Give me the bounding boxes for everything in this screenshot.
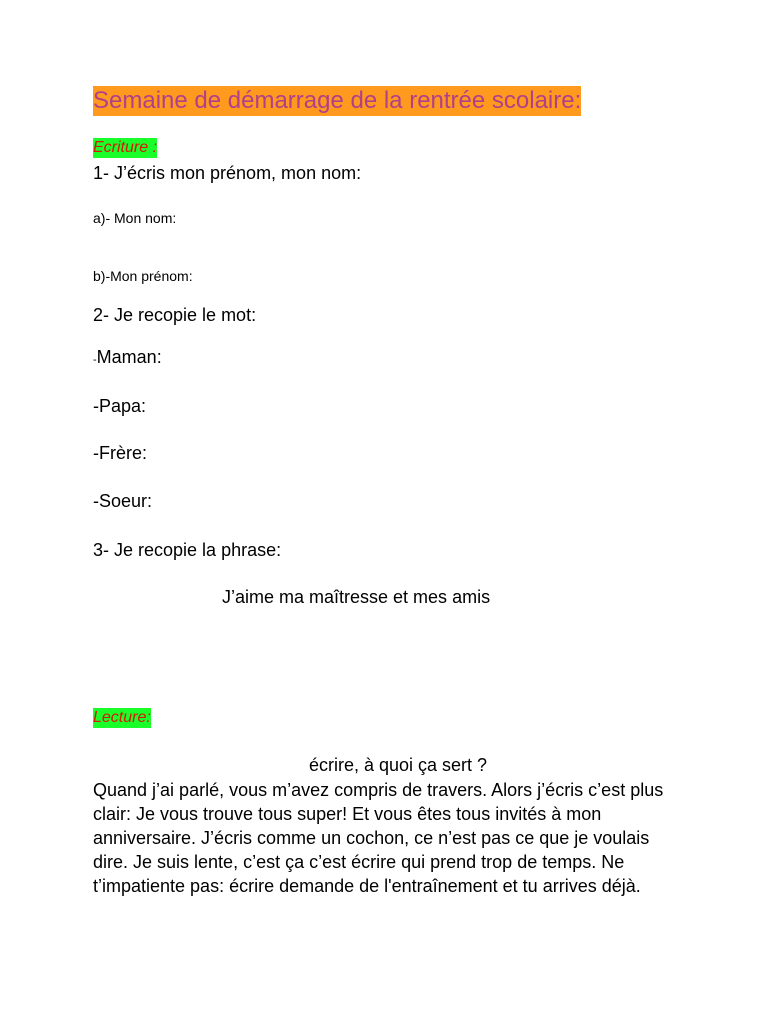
word-dash: -: [93, 354, 97, 366]
reading-title: écrire, à quoi ça sert ?: [308, 755, 488, 775]
reading-body: Quand j’ai parlé, vous m’avez compris de travers. Alors j’écris c’est plus clair: Je vous trouve tous super! Et vous êtes tous invités à mon anniversaire. J’écris comme un cochon, ce n’est pas ce que je voulais dire. Je suis lente, c’est ça c’est écrire qui prend trop de temps. Ne t’impatiente pas: écrire demande de l'entraînement et tu arrives déjà.: [93, 780, 664, 896]
question-3: 3- Je recopie la phrase:: [93, 540, 282, 560]
question-1a: a)- Mon nom:: [93, 210, 177, 226]
question-1b: b)-Mon prénom:: [93, 268, 193, 284]
reading-section-label: Lecture:: [93, 709, 151, 726]
word-item: [93, 442, 147, 464]
word-text: Soeur:: [99, 491, 153, 511]
word-text: Maman:: [96, 347, 162, 367]
word-dash: -: [93, 396, 99, 416]
word-item: [93, 490, 152, 512]
question-1: 1- J’écris mon prénom, mon nom:: [93, 163, 362, 183]
word-dash: -: [93, 491, 99, 511]
writing-section-label: Ecriture :: [93, 139, 158, 156]
document-title: Semaine de démarrage de la rentrée scolaire:: [93, 87, 582, 114]
word-item: [93, 346, 162, 371]
word-dash: -: [93, 443, 99, 463]
word-text: Papa:: [99, 396, 147, 416]
question-2: 2- Je recopie le mot:: [93, 305, 257, 325]
phrase-to-copy: J’aime ma maîtresse et mes amis: [222, 587, 491, 607]
word-text: Frère:: [99, 443, 148, 463]
word-item: [93, 395, 146, 417]
